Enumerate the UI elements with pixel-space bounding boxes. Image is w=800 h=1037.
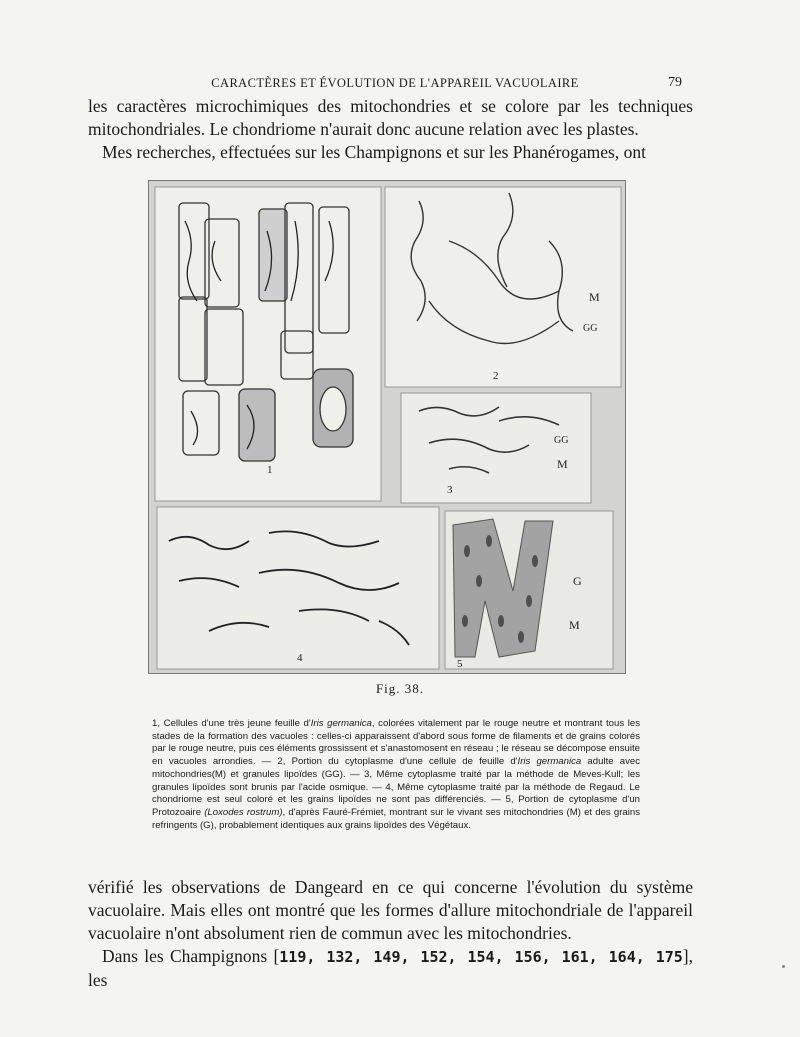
page-speck: [782, 965, 785, 968]
panel-5-label-m: M: [569, 618, 580, 632]
caption-text-part-3: adulte avec mitochondries(M) et granules lipoïdes (GG). — 3, Même cytoplasme traité par la méthode de Meves-Kull; les granules lipoïdes sont brunis par l'acide osmique. — 4, Même cytoplasme traité par la méthode de Regaud. Le chondriome est seul coloré et les grains lipoïdes ne sont pas différenciés. — 5, Portion de cytoplasme d'un Protozoaire: [152, 756, 640, 818]
caption-text-part-2: , colorées vitalement par le rouge neutre et montrant tous les stades de la formation des vacuoles : celles-ci apparaissent d'abord sous forme de filaments et de grains colorés par le rouge neutre, puis ces éléments grossissent et s'anastomosent en réseau ; le réseau se décompose ensuite en vacuoles arrondies. — 2, Portion du cytoplasme d'une cellule de feuille d': [152, 718, 641, 768]
paragraph-research: Mes recherches, effectuées sur les Champignons et sur les Phanérogames, ont: [102, 142, 646, 162]
champignons-text: Dans les Champignons [: [102, 946, 280, 966]
caption-species-2: Iris germanica: [517, 756, 582, 768]
paragraph-continuation: les caractères microchimiques des mitochondries et se colore par les techniques mitochondriales. Le chondriome n'aurait donc aucune relation avec les plastes.: [88, 96, 693, 139]
panel-1-number: 1: [267, 464, 273, 476]
panel-2-label-gg: GG: [583, 323, 598, 334]
caption-species-3: (Loxodes rostrum): [204, 806, 283, 818]
panel-3-label-gg: GG: [554, 435, 569, 446]
panel-3-number: 3: [447, 484, 453, 496]
panel-5-number: 5: [457, 658, 463, 670]
body-text-top: [88, 95, 693, 164]
caption-text-part-1: Cellules d'une très jeune feuille d': [163, 718, 311, 729]
paragraph-champignons: [88, 945, 693, 992]
figure-title: Fig. 38.: [375, 681, 425, 696]
panel-3-label-m: M: [557, 457, 568, 471]
panel-2-number: 2: [493, 370, 499, 382]
champignons-text-end: ], les: [88, 946, 693, 990]
figure-38-plate: [148, 180, 626, 674]
panel-4-background: [157, 507, 439, 669]
panel-4-number: 4: [297, 652, 303, 664]
panel-5-label-g: G: [573, 574, 582, 588]
paragraph-verified: vérifié les observations de Dangeard en ce qui concerne l'évolution du système vacuolaire. Mais elles ont montré que les formes d'allure mitochondriale de l'appareil vacuolaire n'ont absolument rien de commun avec les mitochondries.: [88, 877, 693, 943]
figure-illustration: [149, 181, 625, 673]
figure-caption: [152, 718, 640, 832]
body-text-bottom: [88, 876, 693, 992]
caption-species-1: Iris germanica: [310, 718, 372, 729]
page-number: 79: [668, 75, 682, 90]
panel-2-label-m: M: [589, 290, 600, 304]
running-title: CARACTÈRES ET ÉVOLUTION DE L'APPAREIL VACUOLAIRE: [211, 76, 579, 90]
reference-numbers: 119, 132, 149, 152, 154, 156, 161, 164, 175: [279, 948, 683, 966]
caption-item-number: 1,: [152, 718, 161, 729]
caption-text-part-4: , d'après Fauré-Frémiet, montrant sur le vivant ses mitochondries (M) et des grains refringents (G), probablement identiques aux grains lipoïdes des Végétaux.: [152, 806, 640, 831]
